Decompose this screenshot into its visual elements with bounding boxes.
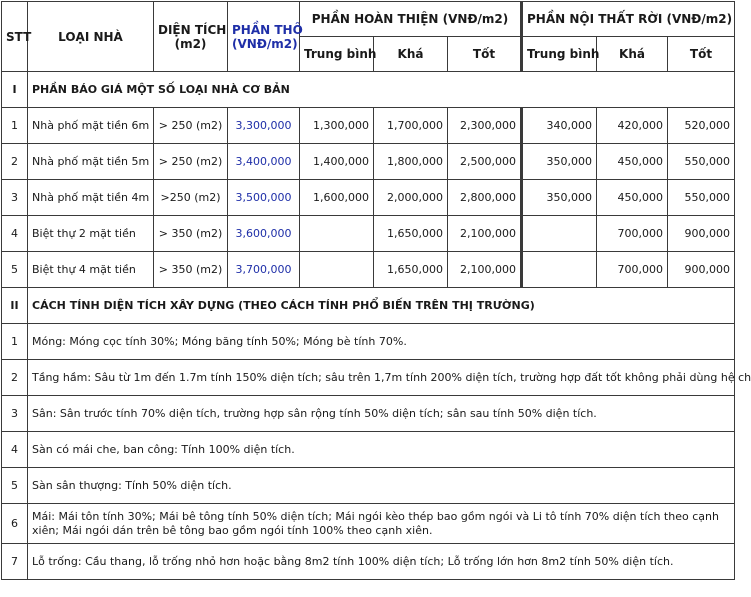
row-area: > 250 (m2) [154,144,228,180]
header-nt-kha: Khá [597,37,668,72]
rule-text: Sàn sân thượng: Tính 50% diện tích. [28,468,735,504]
header-loai-nha: LOẠI NHÀ [28,2,154,72]
row-ht-tot: 2,300,000 [448,108,522,144]
header-phan-tho [228,2,303,72]
header-dien-tich-line1: DIỆN TÍCH [158,22,227,37]
row-ht-tb [300,216,374,252]
row-stt: 2 [2,144,28,180]
row-nt-tot: 550,000 [668,144,735,180]
row-ht-kha: 2,000,000 [374,180,448,216]
header-noi-that: PHẦN NỘI THẤT RỜI (VNĐ/m2) [522,2,735,37]
header-ht-tot: Tốt [448,37,522,72]
row-nt-tb [522,252,597,288]
row-ht-kha: 1,700,000 [374,108,448,144]
row-nt-tot: 550,000 [668,180,735,216]
row-nt-kha: 450,000 [597,180,668,216]
rule-stt: 1 [2,324,28,360]
section-2-title: CÁCH TÍNH DIỆN TÍCH XÂY DỰNG (THEO CÁCH TÍNH PHỔ BIẾN TRÊN THỊ TRƯỜNG) [28,288,735,324]
header-stt: STT [2,2,28,72]
row-area: > 250 (m2) [154,108,228,144]
row-ht-tb: 1,600,000 [300,180,374,216]
row-ht-tot: 2,100,000 [448,252,522,288]
row-ht-tot: 2,800,000 [448,180,522,216]
header-hoan-thien: PHẦN HOÀN THIỆN (VNĐ/m2) [300,2,522,37]
section-1-row [2,72,735,108]
section-2-number: II [2,288,28,324]
rule-stt: 5 [2,468,28,504]
row-stt: 3 [2,180,28,216]
row-area: >250 (m2) [154,180,228,216]
row-ht-kha: 1,650,000 [374,252,448,288]
rule-stt: 3 [2,396,28,432]
row-tho: 3,500,000 [228,180,300,216]
row-nt-kha: 450,000 [597,144,668,180]
header-nt-tot: Tốt [668,37,735,72]
row-nt-tb: 340,000 [522,108,597,144]
price-table [1,1,751,580]
rule-text: Sàn có mái che, ban công: Tính 100% diện tích. [28,432,735,468]
rule-stt: 2 [2,360,28,396]
price-row [2,144,735,180]
price-row [2,108,735,144]
header-ht-trung-binh: Trung bình [300,37,374,72]
rule-row [2,468,735,504]
row-nt-tb: 350,000 [522,144,597,180]
row-ht-tb [300,252,374,288]
row-tho: 3,300,000 [228,108,300,144]
row-stt: 4 [2,216,28,252]
section-1-title: PHẦN BÁO GIÁ MỘT SỐ LOẠI NHÀ CƠ BẢN [28,72,735,108]
row-tho: 3,400,000 [228,144,300,180]
rule-text: Lỗ trống: Cầu thang, lỗ trống nhỏ hơn hoặc bằng 8m2 tính 100% diện tích; Lỗ trống lớn hơn 8m2 tính 50% diện tích. [28,544,735,580]
header-phan-tho-line2: (VNĐ/m2) [232,36,298,51]
row-nt-kha: 700,000 [597,216,668,252]
header-row-1 [2,2,735,37]
rule-row [2,504,735,544]
rule-text: Móng: Móng cọc tính 30%; Móng băng tính 50%; Móng bè tính 70%. [28,324,735,360]
rule-row [2,432,735,468]
row-tho: 3,600,000 [228,216,300,252]
rule-row [2,396,735,432]
row-ht-tot: 2,100,000 [448,216,522,252]
row-name: Nhà phố mặt tiền 5m [28,144,154,180]
rule-row [2,324,735,360]
row-name: Biệt thự 2 mặt tiền [28,216,154,252]
row-ht-tb: 1,400,000 [300,144,374,180]
row-area: > 350 (m2) [154,252,228,288]
price-row [2,252,735,288]
rule-row [2,360,735,396]
rule-text: Tầng hầm: Sâu từ 1m đến 1.7m tính 150% diện tích; sâu trên 1,7m tính 200% diện tích, trường hợp đất tốt không phải dùng hệ ch [28,360,735,396]
header-dien-tich-line2: (m2) [174,36,207,51]
row-nt-kha: 420,000 [597,108,668,144]
row-name: Nhà phố mặt tiền 6m [28,108,154,144]
rule-text: Sân: Sân trước tính 70% diện tích, trường hợp sân rộng tính 50% diện tích; sân sau tính 50% diện tích. [28,396,735,432]
header-ht-kha: Khá [374,37,448,72]
rule-stt: 7 [2,544,28,580]
row-tho: 3,700,000 [228,252,300,288]
header-nt-trung-binh: Trung bình [522,37,597,72]
row-name: Nhà phố mặt tiền 4m [28,180,154,216]
price-row [2,180,735,216]
row-ht-kha: 1,800,000 [374,144,448,180]
row-ht-tb: 1,300,000 [300,108,374,144]
rule-row [2,544,735,580]
rule-stt: 4 [2,432,28,468]
price-row [2,216,735,252]
section-1-number: I [2,72,28,108]
row-nt-tot: 900,000 [668,216,735,252]
row-area: > 350 (m2) [154,216,228,252]
row-nt-kha: 700,000 [597,252,668,288]
row-nt-tb [522,216,597,252]
row-nt-tot: 520,000 [668,108,735,144]
row-nt-tb: 350,000 [522,180,597,216]
header-dien-tich [154,2,228,72]
header-phan-tho-line1: PHẦN THÔ [232,22,303,37]
row-ht-kha: 1,650,000 [374,216,448,252]
row-nt-tot: 900,000 [668,252,735,288]
row-ht-tot: 2,500,000 [448,144,522,180]
rule-text: Mái: Mái tôn tính 30%; Mái bê tông tính 50% diện tích; Mái ngói kèo thép bao gồm ngói và Li tô tính 70% diện tích theo cạnh xiên; Mái ngói dán trên bê tông bao gồm ngói tính 100% theo cạnh xiên. [28,504,735,544]
rule-stt: 6 [2,504,28,544]
row-stt: 1 [2,108,28,144]
section-2-row [2,288,735,324]
row-stt: 5 [2,252,28,288]
row-name: Biệt thự 4 mặt tiền [28,252,154,288]
